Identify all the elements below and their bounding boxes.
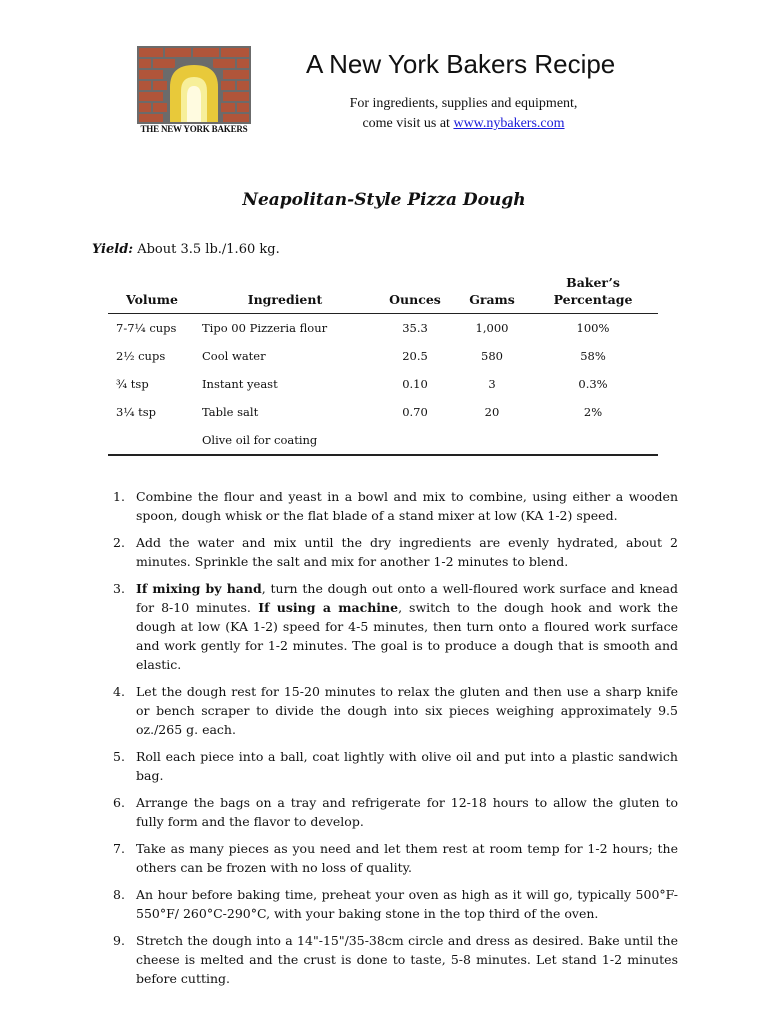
step-bold-text: If mixing by hand [136, 581, 262, 596]
cell-ingredient: Tipo 00 Pizzeria flour [202, 321, 328, 335]
yield-line [92, 242, 280, 257]
table-row [108, 426, 658, 455]
ingredients-table [108, 274, 658, 456]
header-grams: Grams [456, 274, 528, 314]
instructions-list [108, 487, 678, 996]
step-number: 8. [113, 887, 125, 902]
list-item [108, 579, 678, 674]
list-item [108, 682, 678, 739]
step-number: 5. [113, 749, 125, 764]
step-text: An hour before baking time, preheat your oven as high as it will go, typically 500°F-550°F/ 260°C-290°C, with your baking stone in the top third of the oven. [136, 887, 678, 921]
table-row [108, 314, 658, 343]
step-text: Roll each piece into a ball, coat lightly with olive oil and put into a plastic sandwich bag. [136, 749, 678, 783]
list-item [108, 839, 678, 877]
cell-volume: ¾ tsp [116, 377, 149, 391]
step-text: Stretch the dough into a 14"-15"/35-38cm circle and dress as desired. Bake until the cheese is melted and the crust is done to taste, 5-8 minutes. Let stand 1-2 minutes before cutting. [136, 933, 678, 986]
table-row [108, 370, 658, 398]
visit-line-1: For ingredients, supplies and equipment, [349, 96, 578, 111]
header-volume: Volume [108, 274, 196, 314]
cell-grams [456, 426, 528, 455]
cell-ounces: 20.5 [402, 349, 428, 363]
list-item [108, 885, 678, 923]
step-number: 7. [113, 841, 125, 856]
cell-grams: 3 [488, 377, 496, 391]
recipe-title: Neapolitan-Style Pizza Dough [242, 190, 526, 210]
list-item [108, 533, 678, 571]
yield-label: Yield: [92, 242, 134, 257]
yield-value: About 3.5 lb./1.60 kg. [133, 242, 280, 257]
table-row [108, 342, 658, 370]
step-number: 3. [113, 581, 125, 596]
list-item [108, 487, 678, 525]
step-bold-text-2: If using a machine [250, 600, 399, 615]
step-text: , turn the dough out onto a well-floured work surface and knead for 8-10 minutes. [136, 581, 678, 615]
cell-volume: 7-7¼ cups [116, 321, 177, 335]
cell-grams: 20 [484, 405, 500, 419]
cell-volume: 3¼ tsp [116, 405, 157, 419]
site-title: A New York Bakers Recipe [306, 49, 616, 79]
header-bakers-percentage [528, 274, 658, 314]
step-number: 4. [113, 684, 125, 699]
cell-ounces: 0.70 [402, 405, 428, 419]
visit-notice [312, 94, 615, 134]
cell-volume: 2½ cups [116, 349, 166, 363]
step-text: Take as many pieces as you need and let them rest at room temp for 1-2 hours; the others can be frozen with no loss of quality. [136, 841, 678, 875]
brick-oven-logo [137, 46, 251, 138]
step-text-2: , switch to the dough hook and work the dough at low (KA 1-2) speed for 4-5 minutes, then turn onto a floured work surface and work gently for 1-2 minutes. The goal is to produce a dough that is smooth and elastic. [136, 600, 679, 672]
header-bakers-line-1: Baker’s [566, 275, 620, 290]
cell-percent: 58% [580, 349, 606, 363]
cell-percent: 0.3% [578, 377, 608, 391]
cell-percent: 2% [583, 405, 603, 419]
cell-ingredient: Cool water [202, 349, 266, 363]
step-text: Add the water and mix until the dry ingredients are evenly hydrated, about 2 minutes. Sprinkle the salt and mix for another 1-2 minutes to blend. [136, 535, 678, 569]
step-number: 2. [113, 535, 125, 550]
visit-prefix: come visit us at [362, 116, 454, 131]
table-header-row [108, 274, 658, 314]
cell-ingredient: Olive oil for coating [196, 426, 374, 455]
cell-ingredient: Table salt [202, 405, 259, 419]
step-text: Combine the flour and yeast in a bowl and mix to combine, using either a wooden spoon, dough whisk or the flat blade of a stand mixer at low (KA 1-2) speed. [136, 489, 678, 523]
logo-caption: THE NEW YORK BAKERS [140, 124, 248, 134]
cell-percent: 100% [576, 321, 610, 335]
cell-ingredient: Instant yeast [202, 377, 278, 391]
cell-grams: 580 [481, 349, 503, 363]
cell-ounces: 35.3 [402, 321, 428, 335]
step-text: Let the dough rest for 15-20 minutes to relax the gluten and then use a sharp knife or bench scraper to divide the dough into six pieces weighing approximately 9.5 oz./265 g. each. [136, 684, 678, 737]
header-ingredient: Ingredient [196, 274, 374, 314]
website-link[interactable]: www.nybakers.com [453, 116, 565, 131]
table-row [108, 398, 658, 426]
step-text: Arrange the bags on a tray and refrigerate for 12-18 hours to allow the gluten to fully form and the flavor to develop. [136, 795, 678, 829]
header-bakers-line-2: Percentage [553, 292, 633, 307]
step-number: 1. [113, 489, 125, 504]
cell-grams: 1,000 [475, 321, 509, 335]
cell-ounces [374, 426, 456, 455]
list-item [108, 747, 678, 785]
cell-volume [108, 426, 196, 455]
list-item [108, 931, 678, 988]
brick-oven-icon [137, 46, 251, 124]
header-ounces: Ounces [374, 274, 456, 314]
step-number: 9. [113, 933, 125, 948]
cell-ounces: 0.10 [402, 377, 428, 391]
visit-line-2 [312, 114, 615, 134]
cell-percent [528, 426, 658, 455]
step-number: 6. [113, 795, 125, 810]
list-item [108, 793, 678, 831]
